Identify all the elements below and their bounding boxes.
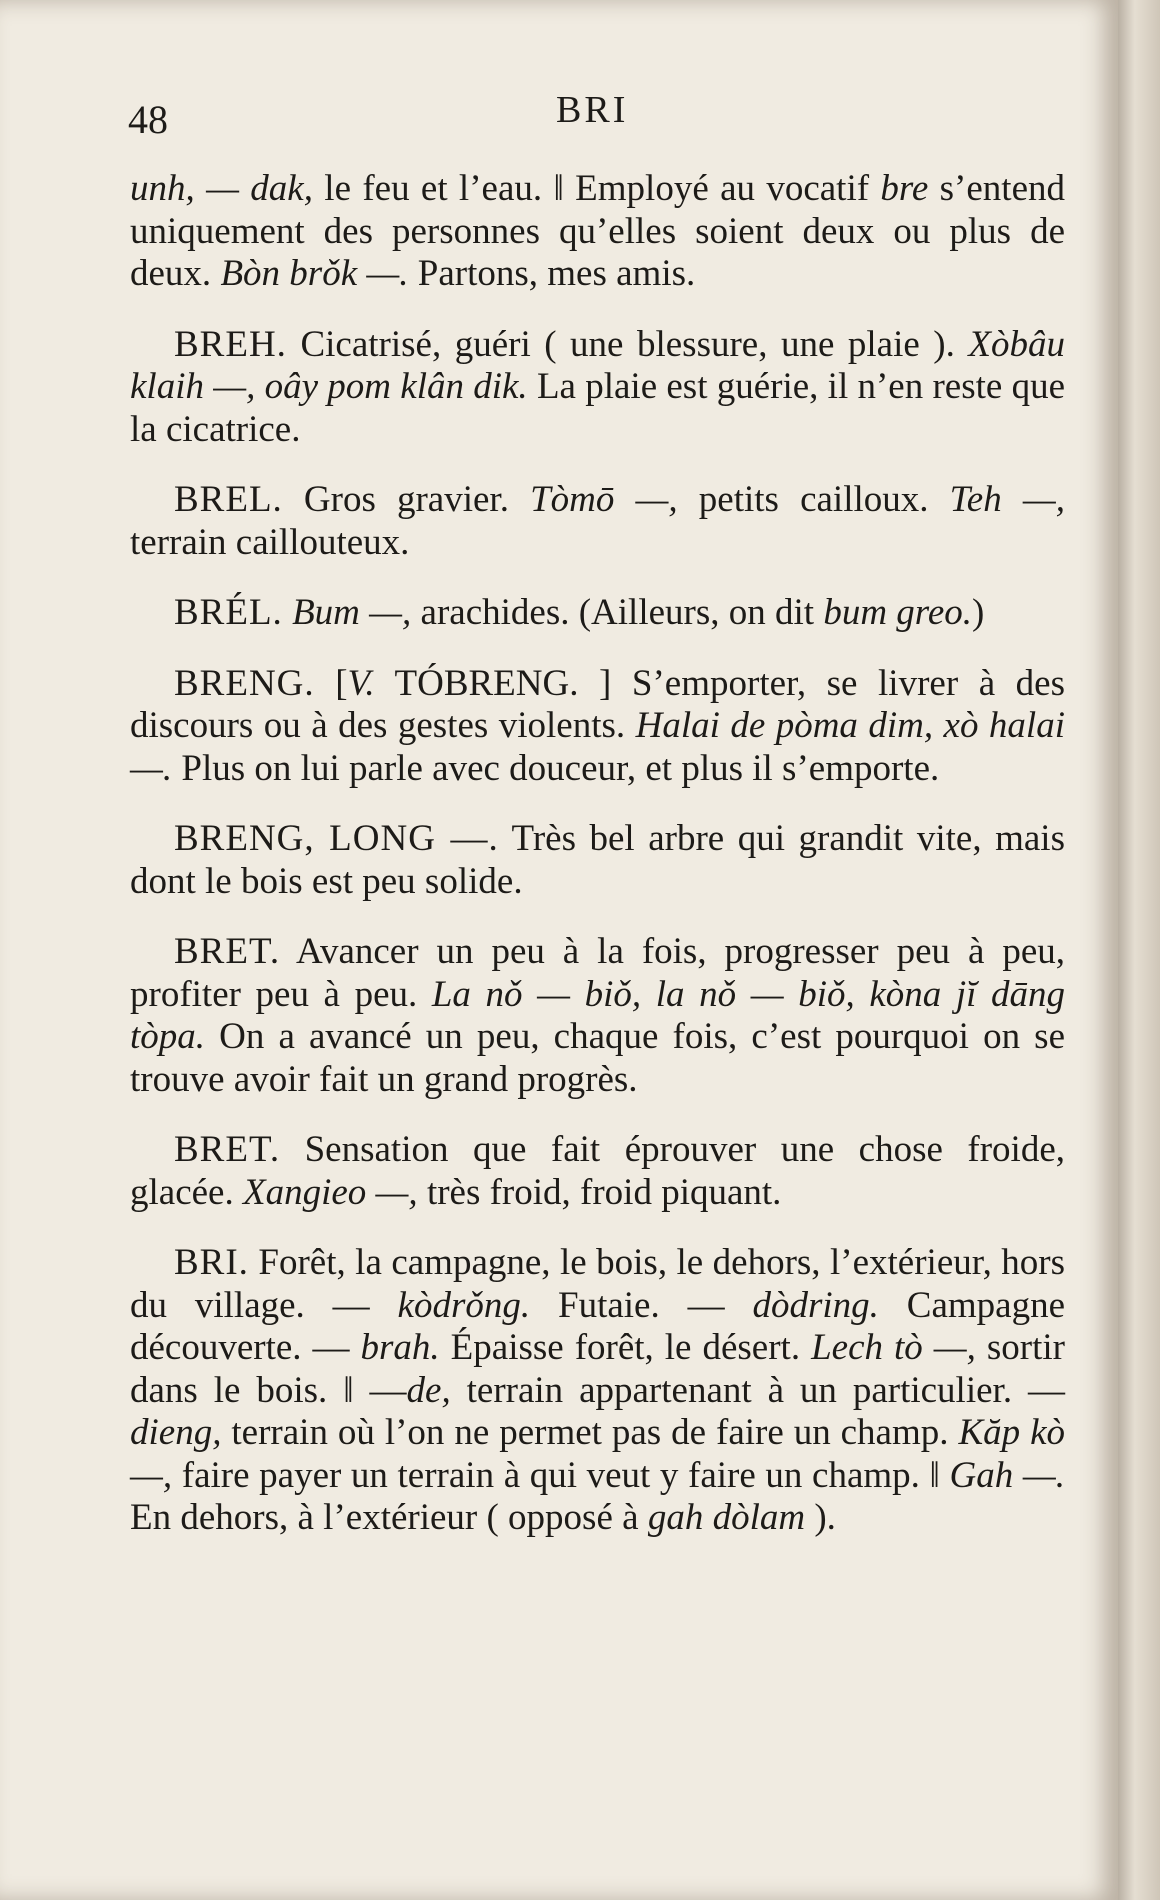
example-phrase: Xangieo —,: [242, 1171, 418, 1213]
definition-text: Plus on lui parle avec douceur, et plus il s’emporte.: [172, 747, 940, 789]
entry-bret-2: [130, 1129, 1065, 1214]
definition-text: TÓBRENG. ] S’emporter, se livrer à des discours ou à des gestes violents.: [130, 662, 1065, 746]
example-phrase: Tòmō —,: [530, 479, 678, 520]
definition-text: Sensation que fait éprouver une chose froide, glacée.: [130, 1129, 1065, 1213]
entry-breng: [130, 663, 1065, 791]
page-number: 48: [128, 97, 168, 142]
entry-breh: [130, 324, 1065, 452]
headword: BRET.: [174, 931, 281, 972]
definition-text: [: [314, 662, 348, 704]
definition-text: petits cailloux.: [677, 479, 950, 520]
continued-entry: [130, 168, 1065, 296]
dictionary-text: [130, 168, 1065, 1568]
italic-phrase: unh, — dak,: [130, 168, 313, 209]
headword: BRÉL.: [174, 592, 283, 633]
headword: BRENG, LONG —.: [174, 818, 499, 859]
definition-text: Futaie. —: [530, 1284, 753, 1326]
running-head: BRI: [556, 89, 629, 131]
headword: BREL.: [174, 479, 283, 520]
example-phrase: Kăp kò —,: [130, 1412, 1065, 1496]
definition-text: terrain où l’on ne permet pas de faire un champ.: [221, 1412, 959, 1453]
definition-text: très froid, froid piquant.: [417, 1171, 782, 1213]
headword: BREH.: [174, 323, 287, 365]
entry-bret-1: [130, 931, 1065, 1101]
headword: BRENG.: [174, 662, 315, 704]
page-header: [0, 82, 1118, 142]
example-phrase: V.: [347, 662, 375, 704]
example-phrase: Halai de pòma dim, xò halai —.: [130, 705, 1065, 789]
headword: BRET.: [174, 1129, 281, 1170]
example-phrase: Xòbâu klaih —, oây pom klân dik.: [130, 323, 1065, 407]
entry-brel: [130, 479, 1065, 564]
example-phrase: de,: [406, 1369, 451, 1411]
definition-text: [283, 592, 292, 633]
definition-text: Épaisse forêt, le désert.: [439, 1327, 812, 1368]
definition-text: terrain caillouteux.: [130, 521, 410, 563]
example-phrase: Bum —,: [292, 592, 412, 633]
example-phrase: Gah —.: [949, 1454, 1065, 1496]
definition-text: le feu et l’eau. ‖ Employé au vocatif: [312, 168, 881, 209]
definition-text: Avancer un peu à la fois, progresser peu à peu, profiter peu à peu.: [130, 931, 1065, 1015]
italic-phrase: Bòn brǒk —.: [220, 253, 409, 294]
definition-text: La plaie est guérie, il n’en reste que la cicatrice.: [130, 366, 1065, 450]
definition-text: Partons, mes amis.: [408, 253, 696, 294]
definition-text: Gros gravier.: [282, 479, 531, 520]
definition-text: Cicatrisé, guéri ( une blessure, une plaie ).: [286, 323, 969, 365]
definition-text: terrain appartenant à un particulier. —: [450, 1369, 1065, 1411]
definition-text: Forêt, la campagne, le bois, le dehors, l’extérieur, hors du village. —: [130, 1242, 1065, 1326]
definition-text: Campagne découverte. —: [130, 1284, 1066, 1368]
italic-phrase: bre: [880, 168, 929, 209]
example-phrase: kòdrǒng.: [397, 1284, 531, 1326]
book-spine: [1118, 0, 1160, 1900]
definition-text: En dehors, à l’extérieur ( opposé à: [130, 1497, 648, 1538]
entry-bri: [130, 1242, 1065, 1540]
example-phrase: Teh —,: [949, 479, 1065, 520]
definition-text: sortir dans le bois. ‖ —: [130, 1327, 1065, 1411]
entry-brel-accent: [130, 592, 1065, 635]
example-phrase: dòdring.: [752, 1284, 879, 1326]
definition-text: On a avancé un peu, chaque fois, c’est pourquoi on se trouve avoir fait un grand progrès.: [130, 1016, 1065, 1100]
entry-breng-long: [130, 818, 1065, 903]
definition-text: arachides. (Ailleurs, on dit: [411, 592, 824, 633]
definition-text: ): [972, 592, 985, 633]
example-phrase: brah.: [360, 1327, 440, 1368]
definition-text: Très bel arbre qui grandit vite, mais dont le bois est peu solide.: [130, 818, 1065, 902]
definition-text: s’entend uniquement des personnes qu’elles soient deux ou plus de deux.: [130, 168, 1065, 294]
example-phrase: La nǒ — biǒ, la nǒ — biǒ, kòna jĭ dāng tòpa.: [130, 973, 1065, 1057]
definition-text: faire payer un terrain à qui veut y faire un champ. ‖: [172, 1454, 950, 1496]
example-phrase: bum greo.: [823, 592, 972, 633]
example-phrase: Lech tò —,: [811, 1327, 976, 1368]
example-phrase: dieng,: [130, 1412, 222, 1453]
example-phrase: gah dòlam: [647, 1497, 806, 1538]
headword: BRI.: [174, 1242, 249, 1283]
definition-text: ).: [805, 1497, 836, 1538]
